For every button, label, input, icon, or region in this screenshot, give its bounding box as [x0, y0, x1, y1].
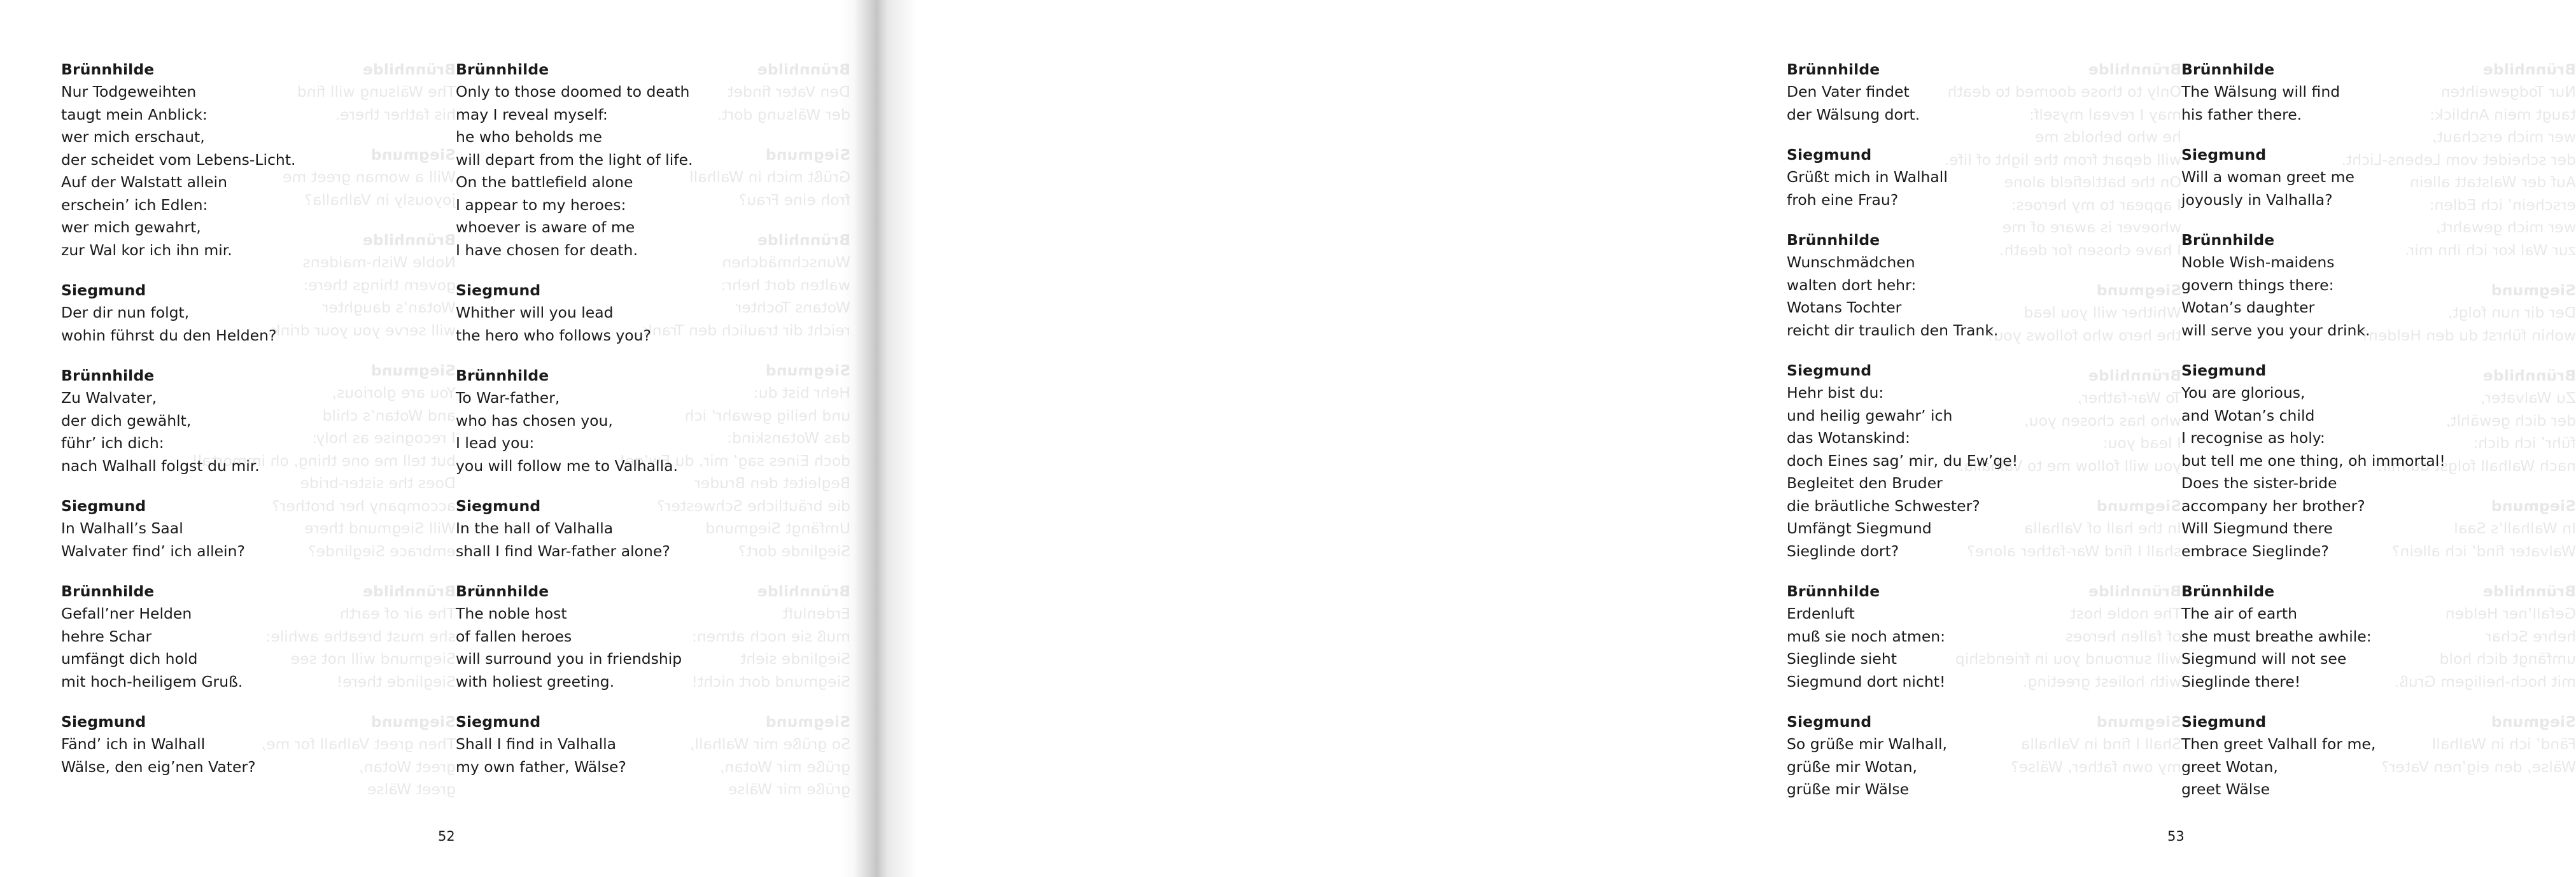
speech-line: umfängt dich hold — [61, 650, 198, 668]
speech-line: wer mich gewahrt, — [61, 218, 201, 236]
speech-line: his father there. — [2181, 105, 2302, 123]
speech-block — [1787, 360, 2164, 563]
speech-line: mit hoch-heiligem Gruß. — [61, 672, 243, 691]
speech-line: I appear to my heroes: — [456, 195, 626, 214]
speech-lines — [1787, 166, 2164, 211]
speech-block — [2181, 59, 2558, 126]
speech-block — [61, 580, 438, 693]
speech-lines — [2181, 603, 2558, 693]
speech-line: reicht dir traulich den Trank. — [1787, 321, 1999, 339]
speech-line: Will Siegmund there — [2181, 519, 2333, 537]
speech-line: The air of earth — [2181, 605, 2297, 622]
speech-line: but tell me one thing, oh immortal! — [2181, 451, 2446, 470]
speaker-name: Brünnhilde — [61, 582, 155, 600]
speech-line: Sieglinde sieht — [1787, 650, 1897, 668]
speaker-name: Brünnhilde — [2181, 60, 2275, 78]
page-number-left: 52 — [438, 829, 455, 844]
speech-line: The Wälsung will find — [2181, 83, 2340, 101]
speech-lines — [1787, 382, 2164, 563]
speech-block — [456, 711, 833, 778]
speech-line: hehre Schar — [61, 627, 152, 645]
speaker-name: Siegmund — [456, 281, 541, 299]
speech-line: froh eine Frau? — [1787, 190, 1899, 209]
speech-line: who has chosen you, — [456, 411, 613, 430]
column-german-right — [1787, 59, 2181, 819]
column-english-right — [2181, 59, 2576, 819]
show-through-text-right: Brünnhilde Nur Todgeweihten taugt mein Anblick: wer mich erschaut, der scheidet vom Lebens-Licht. Auf der Walstatt allein erschein’ ich Edlen: wer mich gewahrt, zur Wal kor ich ihn mir. Siegmund Der dir nun folgt, wohin führst du den Helden? Brünnhilde Zu Walvater, der dich gewählt, führ’ ich dich: nach Walhall folgst du mir. Siegmund In Walhall’s Saal Walvater find’ ich allein? Brünnhilde Gefall’ner Helden hehre Schar umfängt dich hold mit hoch-heiligem Gruß. Siegmund Fänd’ ich in Walhall Wälse, den eig’nen Vater? Brünnhilde Only to those doomed to death may I reveal myself: he who beholds me will depart from the light of life. On the battlefield alone I appear to my heroes: whoever is aware of me I have chosen for death. Siegmund Whither will you lead the hero who follows you? Brünnhilde To War-father, who has chosen you, I lead you: you will follow me to Valhalla. Siegmund In the hall of Valhalla shall I find War-father alone? Brünnhilde The noble host of fallen heroes will surround you in friendship with holiest greeting. Siegmund Shall I find in Valhalla my own father, Wälse? — [1944, 60, 2576, 776]
speech-line: grüße mir Wälse — [1787, 780, 1910, 798]
speech-block — [2181, 144, 2558, 211]
speech-line: führ’ ich dich: — [61, 434, 164, 452]
speech-line: To War-father, — [456, 389, 560, 407]
speech-line: Auf der Walstatt allein — [61, 173, 227, 191]
speech-line: nach Walhall folgst du mir. — [61, 456, 260, 475]
speech-line: Does the sister-bride — [2181, 474, 2337, 492]
speech-line: Hehr bist du: — [1787, 384, 1884, 402]
speech-lines — [2181, 81, 2558, 126]
speech-line: Only to those doomed to death — [456, 83, 690, 101]
speech-lines — [2181, 166, 2558, 211]
speech-line: greet Wotan, — [2181, 757, 2278, 776]
speech-line: I recognise as holy: — [2181, 429, 2325, 447]
speaker-name: Siegmund — [1787, 146, 1872, 164]
speech-line: Walvater find’ ich allein? — [61, 542, 245, 560]
speech-line: Will a woman greet me — [2181, 168, 2354, 186]
speech-lines — [1787, 251, 2164, 342]
column-english-left — [456, 59, 850, 796]
speech-line: Grüßt mich in Walhall — [1787, 168, 1948, 186]
speech-line: zur Wal kor ich ihn mir. — [61, 241, 232, 259]
speech-line: Umfängt Siegmund — [1787, 519, 1932, 537]
speech-lines — [61, 302, 438, 347]
speaker-name: Siegmund — [61, 281, 146, 299]
speech-line: Shall I find in Valhalla — [456, 735, 617, 753]
speech-line: accompany her brother? — [2181, 496, 2365, 515]
speaker-name: Brünnhilde — [2181, 582, 2275, 600]
speech-lines — [456, 81, 833, 262]
speech-line: Fänd’ ich in Walhall — [61, 735, 206, 753]
speaker-name: Brünnhilde — [2181, 231, 2275, 249]
speech-line: Wunschmädchen — [1787, 253, 1915, 271]
speaker-name: Siegmund — [1787, 361, 1872, 379]
speech-line: you will follow me to Valhalla. — [456, 456, 678, 475]
speech-line: will surround you in friendship — [456, 650, 682, 668]
speech-line: erschein’ ich Edlen: — [61, 195, 208, 214]
speech-lines — [2181, 382, 2558, 563]
speech-line: On the battlefield alone — [456, 173, 633, 191]
speaker-name: Siegmund — [2181, 361, 2267, 379]
speech-block — [61, 495, 438, 563]
speech-line: Zu Walvater, — [61, 389, 157, 407]
speech-line: Wälse, den eig’nen Vater? — [61, 757, 256, 776]
speech-lines — [456, 302, 833, 347]
speech-line: grüße mir Wotan, — [1787, 757, 1917, 776]
speech-line: shall I find War-father alone? — [456, 542, 670, 560]
speech-line: und heilig gewahr’ ich — [1787, 406, 1953, 424]
speech-line: I lead you: — [456, 434, 535, 452]
speech-line: der dich gewählt, — [61, 411, 192, 430]
speaker-name: Brünnhilde — [61, 60, 155, 78]
speech-block — [1787, 59, 2164, 126]
speech-line: whoever is aware of me — [456, 218, 635, 236]
speech-lines — [61, 517, 438, 563]
speech-line: der Wälsung dort. — [1787, 105, 1920, 123]
speech-line: Sieglinde there! — [2181, 672, 2301, 691]
speech-block — [61, 711, 438, 778]
speech-line: Begleitet den Bruder — [1787, 474, 1943, 492]
speech-lines — [2181, 733, 2558, 801]
speech-line: muß sie noch atmen: — [1787, 627, 1946, 645]
speech-block — [1787, 229, 2164, 342]
speech-line: she must breathe awhile: — [2181, 627, 2372, 645]
speech-block — [1787, 580, 2164, 693]
speech-block — [456, 279, 833, 347]
page-number-right: 53 — [2167, 829, 2185, 844]
speech-line: he who beholds me — [456, 128, 602, 146]
speaker-name: Brünnhilde — [1787, 60, 1880, 78]
speech-line: my own father, Wälse? — [456, 757, 626, 776]
column-german-left — [61, 59, 456, 796]
speech-line: das Wotanskind: — [1787, 429, 1910, 447]
speech-line: Siegmund will not see — [2181, 650, 2347, 668]
speech-line: Der dir nun folgt, — [61, 304, 190, 321]
speech-line: embrace Sieglinde? — [2181, 542, 2329, 560]
page-right — [876, 0, 2576, 877]
speech-lines — [61, 81, 438, 262]
speech-lines — [61, 387, 438, 477]
left-page-columns — [61, 59, 850, 796]
speech-block — [61, 365, 438, 477]
speech-line: walten dort hehr: — [1787, 276, 1917, 294]
speaker-name: Brünnhilde — [456, 60, 549, 78]
speech-block — [456, 59, 833, 262]
speaker-name: Brünnhilde — [1787, 231, 1880, 249]
speech-line: with holiest greeting. — [456, 672, 615, 691]
speech-line: joyously in Valhalla? — [2181, 190, 2333, 209]
speech-lines — [61, 603, 438, 693]
page-left — [0, 0, 876, 877]
speech-lines — [1787, 81, 2164, 126]
speech-line: Erdenluft — [1787, 605, 1855, 622]
speech-line: and Wotan’s child — [2181, 406, 2315, 424]
speech-line: will serve you your drink. — [2181, 321, 2370, 339]
speech-line: Then greet Valhall for me, — [2181, 735, 2376, 753]
right-page-columns — [1787, 59, 2576, 819]
speech-block — [1787, 711, 2164, 801]
speech-line: I have chosen for death. — [456, 241, 638, 259]
speech-block — [456, 580, 833, 693]
speech-lines — [456, 733, 833, 778]
speech-line: Whither will you lead — [456, 304, 614, 321]
speaker-name: Siegmund — [2181, 713, 2267, 731]
speech-lines — [456, 517, 833, 563]
speech-line: In the hall of Valhalla — [456, 519, 614, 537]
speech-lines — [1787, 603, 2164, 693]
speech-block — [61, 279, 438, 347]
speech-line: the hero who follows you? — [456, 326, 652, 344]
speech-line: Siegmund dort nicht! — [1787, 672, 1946, 691]
speech-line: Wotans Tochter — [1787, 298, 1902, 316]
speech-line: der scheidet vom Lebens-Licht. — [61, 150, 296, 169]
speech-lines — [2181, 251, 2558, 342]
speech-lines — [61, 733, 438, 778]
speech-line: doch Eines sag’ mir, du Ew’ge! — [1787, 451, 2018, 470]
speech-block — [2181, 711, 2558, 801]
speaker-name: Siegmund — [61, 713, 146, 731]
speech-line: So grüße mir Walhall, — [1787, 735, 1948, 753]
speech-line: In Walhall’s Saal — [61, 519, 183, 537]
speaker-name: Brünnhilde — [1787, 582, 1880, 600]
speech-lines — [456, 603, 833, 693]
speech-line: govern things there: — [2181, 276, 2334, 294]
speech-line: die bräutliche Schwester? — [1787, 496, 1980, 515]
speech-block — [1787, 144, 2164, 211]
speaker-name: Siegmund — [2181, 146, 2267, 164]
speech-line: Wotan’s daughter — [2181, 298, 2315, 316]
speech-line: wohin führst du den Helden? — [61, 326, 277, 344]
speech-line: Gefall’ner Helden — [61, 605, 192, 622]
speech-lines — [1787, 733, 2164, 801]
speech-line: may I reveal myself: — [456, 105, 608, 123]
speech-line: You are glorious, — [2181, 384, 2305, 402]
speech-line: Noble Wish-maidens — [2181, 253, 2335, 271]
speech-block — [61, 59, 438, 262]
speaker-name: Siegmund — [456, 497, 541, 515]
speech-block — [2181, 360, 2558, 563]
speaker-name: Brünnhilde — [456, 367, 549, 384]
speech-block — [2181, 229, 2558, 342]
speech-line: Sieglinde dort? — [1787, 542, 1899, 560]
speech-line: of fallen heroes — [456, 627, 572, 645]
speech-block — [2181, 580, 2558, 693]
speaker-name: Brünnhilde — [456, 582, 549, 600]
speaker-name: Siegmund — [456, 713, 541, 731]
speech-line: will depart from the light of life. — [456, 150, 693, 169]
speech-block — [456, 365, 833, 477]
speech-block — [456, 495, 833, 563]
speech-line: wer mich erschaut, — [61, 128, 205, 146]
speech-line: taugt mein Anblick: — [61, 105, 208, 123]
speaker-name: Brünnhilde — [61, 367, 155, 384]
speech-line: Den Vater findet — [1787, 83, 1910, 101]
speech-lines — [456, 387, 833, 477]
speaker-name: Siegmund — [61, 497, 146, 515]
speech-line: greet Wälse — [2181, 780, 2270, 798]
speaker-name: Siegmund — [1787, 713, 1872, 731]
show-through-text-left: Brünnhilde Den Vater findet der Wälsung dort. Siegmund Grüßt mich in Walhall froh eine Frau? Brünnhilde Wunschmädchen walten dort hehr: Wotans Tochter reicht dir traulich den Trank. Siegmund Hehr bist du: und heilig gewahr’ ich das Wotanskind: doch Eines sag’ mir, du Ew’ge! Begleitet den Bruder die bräutliche Schwester? Umfängt Siegmund Sieglinde dort? Brünnhilde Erdenluft muß sie noch atmen: Sieglinde sieht Siegmund dort nicht! Siegmund So grüße mir Walhall, grüße mir Wotan, grüße mir Wälse Brünnhilde The Wälsung will find his father there. Siegmund Will a woman greet me joyously in Valhalla? Brünnhilde Noble Wish-maidens govern things there: Wotan’s daughter will serve you your drink. Siegmund You are glorious, and Wotan’s child I recognise as holy: but tell me one thing, oh immortal! Does the sister-bride accompany her brother? Will Siegmund there embrace Sieglinde? Brünnhilde The air of earth she must breathe awhile: Siegmund will not see Sieglinde there! Siegmund Then greet Valhall for me, greet Wotan, greet Wälse — [192, 60, 850, 798]
speech-line: Nur Todgeweihten — [61, 83, 197, 101]
speech-line: The noble host — [456, 605, 567, 622]
